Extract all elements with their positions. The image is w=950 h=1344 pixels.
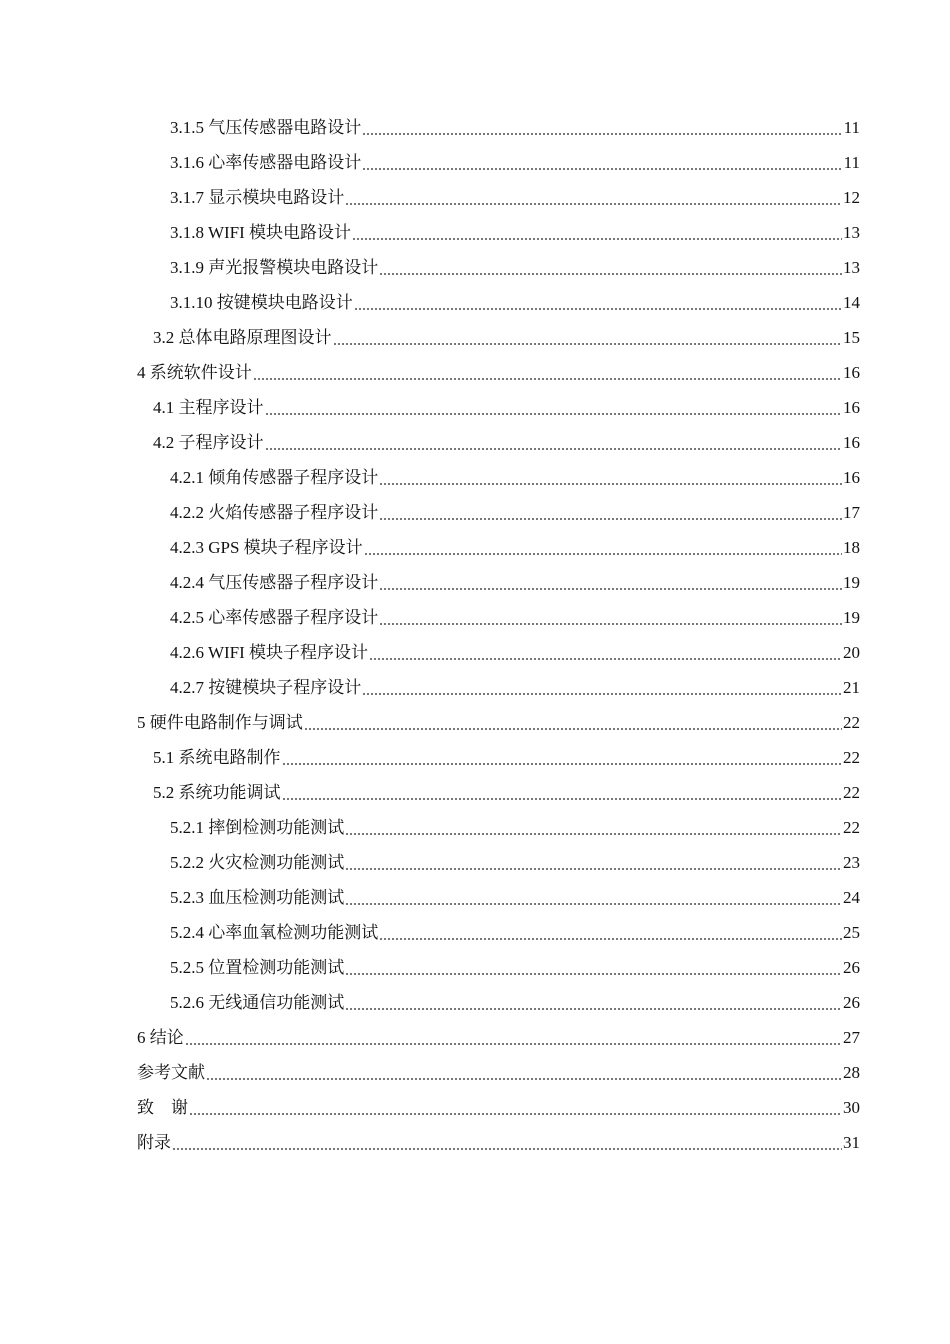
toc-entry-title: 3.1.5 气压传感器电路设计 <box>170 117 362 137</box>
toc-dot-leader <box>379 938 842 940</box>
toc-entry-title: 3.1.10 按键模块电路设计 <box>170 292 353 312</box>
toc-entry-page: 14 <box>843 292 860 312</box>
toc-dot-leader <box>352 238 842 240</box>
toc-dot-leader <box>345 903 842 905</box>
toc-entry[interactable] <box>0 1090 950 1125</box>
toc-entry-page: 16 <box>843 432 860 452</box>
toc-entry-title: 5.1 系统电路制作 <box>153 747 281 767</box>
toc-entry-page: 16 <box>843 362 860 382</box>
toc-entry[interactable] <box>0 670 950 705</box>
toc-dot-leader <box>189 1113 842 1115</box>
toc-entry-title: 参考文献 <box>137 1062 205 1082</box>
toc-entry[interactable] <box>0 810 950 845</box>
toc-dot-leader <box>345 973 842 975</box>
toc-entry-title: 3.1.7 显示模块电路设计 <box>170 187 345 207</box>
toc-entry-page: 11 <box>843 152 860 172</box>
toc-entry-title: 4.2.4 气压传感器子程序设计 <box>170 572 379 592</box>
toc-entry-title: 4.2.2 火焰传感器子程序设计 <box>170 502 379 522</box>
toc-dot-leader <box>253 378 842 380</box>
toc-dot-leader <box>379 588 842 590</box>
toc-dot-leader <box>379 483 842 485</box>
toc-entry-page: 20 <box>843 642 860 662</box>
toc-entry-page: 11 <box>843 117 860 137</box>
toc-entry[interactable] <box>0 705 950 740</box>
toc-entry-page: 25 <box>843 922 860 942</box>
toc-entry[interactable] <box>0 950 950 985</box>
toc-entry-page: 23 <box>843 852 860 872</box>
toc-entry[interactable] <box>0 250 950 285</box>
toc-entry[interactable] <box>0 215 950 250</box>
toc-entry[interactable] <box>0 600 950 635</box>
toc-dot-leader <box>206 1078 842 1080</box>
toc-dot-leader <box>364 553 842 555</box>
toc-entry-title: 5.2.6 无线通信功能测试 <box>170 992 345 1012</box>
toc-entry-title: 5.2.5 位置检测功能测试 <box>170 957 345 977</box>
toc-entry[interactable] <box>0 110 950 145</box>
toc-entry-page: 13 <box>843 222 860 242</box>
toc-entry[interactable] <box>0 1055 950 1090</box>
toc-entry[interactable] <box>0 390 950 425</box>
toc-entry-title: 附录 <box>137 1132 171 1152</box>
toc-entry-title: 3.1.6 心率传感器电路设计 <box>170 152 362 172</box>
toc-entry-page: 22 <box>843 782 860 802</box>
toc-dot-leader <box>345 868 842 870</box>
toc-entry[interactable] <box>0 565 950 600</box>
toc-entry-page: 17 <box>843 502 860 522</box>
toc-entry-page: 22 <box>843 712 860 732</box>
toc-entry[interactable] <box>0 180 950 215</box>
toc-dot-leader <box>265 448 843 450</box>
toc-entry-title: 4.2 子程序设计 <box>153 432 264 452</box>
toc-entry-title: 4.2.1 倾角传感器子程序设计 <box>170 467 379 487</box>
toc-entry[interactable] <box>0 1020 950 1055</box>
toc-dot-leader <box>369 658 842 660</box>
toc-entry-page: 22 <box>843 747 860 767</box>
toc-entry-page: 16 <box>843 397 860 417</box>
toc-dot-leader <box>379 518 842 520</box>
toc-dot-leader <box>379 273 842 275</box>
toc-entry[interactable] <box>0 740 950 775</box>
toc-entry-title: 5.2.2 火灾检测功能测试 <box>170 852 345 872</box>
toc-entry-page: 18 <box>843 537 860 557</box>
toc-entry-page: 30 <box>843 1097 860 1117</box>
toc-entry[interactable] <box>0 355 950 390</box>
toc-entry-page: 28 <box>843 1062 860 1082</box>
toc-entry[interactable] <box>0 460 950 495</box>
toc-entry-title: 5.2 系统功能调试 <box>153 782 281 802</box>
toc-entry-page: 15 <box>843 327 860 347</box>
toc-entry-title: 3.1.9 声光报警模块电路设计 <box>170 257 379 277</box>
toc-entry-title: 5.2.4 心率血氧检测功能测试 <box>170 922 379 942</box>
toc-dot-leader <box>282 763 843 765</box>
toc-entry-page: 12 <box>843 187 860 207</box>
toc-entry-title: 5.2.3 血压检测功能测试 <box>170 887 345 907</box>
toc-entry-title: 5.2.1 摔倒检测功能测试 <box>170 817 345 837</box>
toc-entry-page: 16 <box>843 467 860 487</box>
toc-entry[interactable] <box>0 775 950 810</box>
toc-entry[interactable] <box>0 880 950 915</box>
toc-entry[interactable] <box>0 495 950 530</box>
toc-entry[interactable] <box>0 320 950 355</box>
toc-entry[interactable] <box>0 1125 950 1160</box>
toc-entry-title: 4.2.3 GPS 模块子程序设计 <box>170 537 363 557</box>
toc-dot-leader <box>265 413 843 415</box>
toc-entry-title: 4.2.7 按键模块子程序设计 <box>170 677 362 697</box>
toc-entry-page: 27 <box>843 1027 860 1047</box>
toc-dot-leader <box>379 623 842 625</box>
toc-entry-page: 21 <box>843 677 860 697</box>
toc-entry-title: 5 硬件电路制作与调试 <box>137 712 303 732</box>
toc-entry-title: 4 系统软件设计 <box>137 362 252 382</box>
toc-entry-page: 24 <box>843 887 860 907</box>
toc-entry[interactable] <box>0 985 950 1020</box>
table-of-contents <box>0 110 950 1160</box>
toc-entry[interactable] <box>0 530 950 565</box>
toc-entry[interactable] <box>0 915 950 950</box>
toc-entry-page: 19 <box>843 572 860 592</box>
toc-entry-page: 26 <box>843 992 860 1012</box>
toc-entry-title: 致 谢 <box>137 1097 188 1117</box>
toc-dot-leader <box>362 693 842 695</box>
toc-entry-page: 19 <box>843 607 860 627</box>
toc-dot-leader <box>172 1148 842 1150</box>
toc-entry-page: 31 <box>843 1132 860 1152</box>
toc-dot-leader <box>333 343 843 345</box>
toc-dot-leader <box>345 203 842 205</box>
toc-entry-title: 3.1.8 WIFI 模块电路设计 <box>170 222 352 242</box>
toc-entry[interactable] <box>0 285 950 320</box>
toc-entry-page: 22 <box>843 817 860 837</box>
toc-entry-page: 26 <box>843 957 860 977</box>
toc-entry-title: 3.2 总体电路原理图设计 <box>153 327 332 347</box>
toc-entry[interactable] <box>0 845 950 880</box>
toc-dot-leader <box>362 133 842 135</box>
toc-entry-title: 4.2.6 WIFI 模块子程序设计 <box>170 642 369 662</box>
toc-entry[interactable] <box>0 145 950 180</box>
toc-dot-leader <box>354 308 842 310</box>
toc-entry-title: 4.1 主程序设计 <box>153 397 264 417</box>
toc-entry[interactable] <box>0 635 950 670</box>
toc-entry-page: 13 <box>843 257 860 277</box>
toc-entry-title: 4.2.5 心率传感器子程序设计 <box>170 607 379 627</box>
toc-dot-leader <box>304 728 842 730</box>
toc-dot-leader <box>185 1043 842 1045</box>
toc-dot-leader <box>345 1008 842 1010</box>
toc-dot-leader <box>362 168 842 170</box>
toc-entry[interactable] <box>0 425 950 460</box>
toc-entry-title: 6 结论 <box>137 1027 184 1047</box>
toc-dot-leader <box>345 833 842 835</box>
toc-dot-leader <box>282 798 843 800</box>
